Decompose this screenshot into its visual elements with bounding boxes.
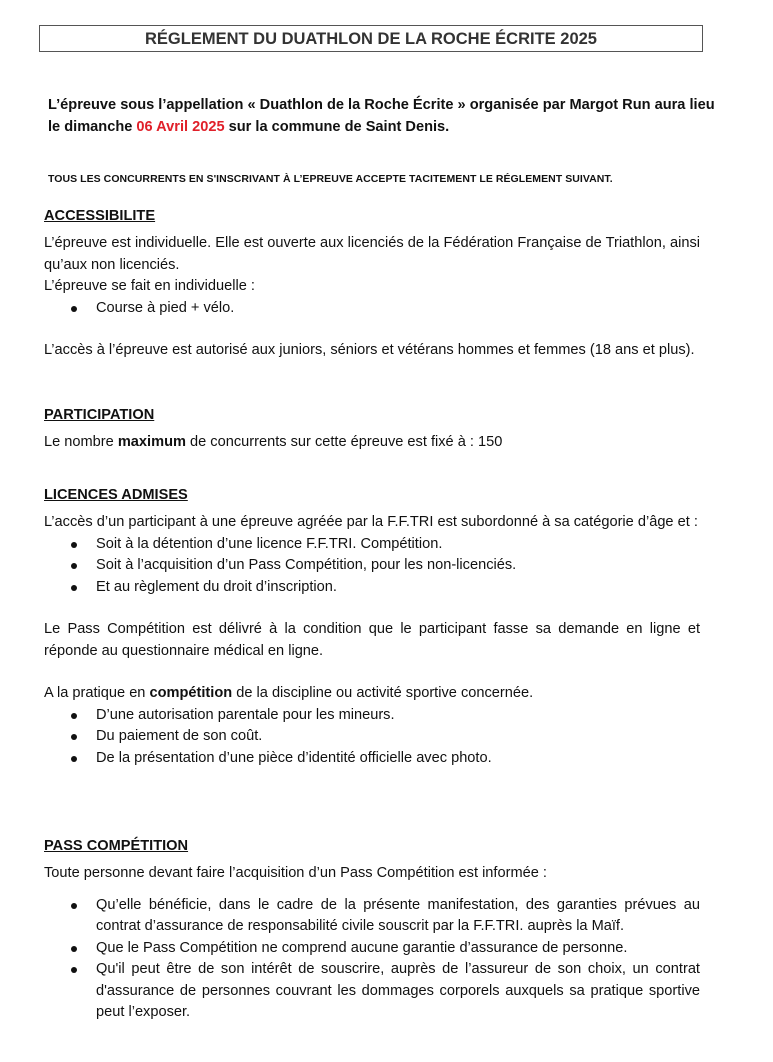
list-item: De la présentation d’une pièce d’identité officielle avec photo. bbox=[44, 748, 700, 770]
accessibilite-paragraph-3: L’accès à l’épreuve est autorisé aux juniors, séniors et vétérans hommes et femmes (18 ans et plus). bbox=[44, 342, 695, 358]
licences-paragraph-3 bbox=[44, 683, 700, 705]
licences-paragraph-2: Le Pass Compétition est délivré à la condition que le participant fasse sa demande en ligne et réponde au questionnaire médical en ligne. bbox=[44, 621, 700, 659]
participation-bold: maximum bbox=[117, 434, 186, 450]
section-accessibilite bbox=[44, 206, 700, 362]
heading-pass-competition: PASS COMPÉTITION bbox=[44, 838, 189, 854]
accessibilite-paragraph-1: L’épreuve est individuelle. Elle est ouverte aux licenciés de la Fédération Française de Triathlon, ainsi qu’aux non licenciés. bbox=[44, 235, 700, 273]
accessibilite-list bbox=[44, 298, 700, 320]
acceptance-notice: TOUS LES CONCURRENTS EN S'INSCRIVANT À L’EPREUVE ACCEPTE TACITEMENT LE RÉGLEMENT SUIVANT. bbox=[48, 173, 613, 185]
document-title: RÉGLEMENT DU DUATHLON DE LA ROCHE ÉCRITE 2025 bbox=[39, 25, 703, 52]
intro-text-1: L’épreuve sous l’appellation « Duathlon de la Roche Écrite » organisée par Margot Run aura lieu le dimanche bbox=[48, 97, 715, 135]
participation-paragraph bbox=[44, 432, 700, 454]
licences-p3-text-2: de la discipline ou activité sportive concernée. bbox=[232, 685, 534, 701]
list-item: Soit à la détention d’une licence F.F.TRI. Compétition. bbox=[44, 534, 700, 556]
list-item: Et au règlement du droit d’inscription. bbox=[44, 577, 700, 599]
event-date: 06 Avril 2025 bbox=[136, 119, 225, 135]
accessibilite-paragraph-2: L’épreuve se fait en individuelle : bbox=[44, 278, 255, 294]
heading-licences: LICENCES ADMISES bbox=[44, 487, 188, 503]
list-item: Que le Pass Compétition ne comprend aucune garantie d’assurance de personne. bbox=[44, 938, 700, 960]
licences-p3-bold: compétition bbox=[149, 685, 233, 701]
heading-participation: PARTICIPATION bbox=[44, 407, 155, 423]
section-participation bbox=[44, 405, 700, 454]
intro-paragraph bbox=[48, 94, 728, 138]
pass-list bbox=[44, 895, 700, 1024]
list-item: Soit à l’acquisition d’un Pass Compétition, pour les non-licenciés. bbox=[44, 555, 700, 577]
licences-list bbox=[44, 534, 700, 599]
list-item: D’une autorisation parentale pour les mineurs. bbox=[44, 705, 700, 727]
participation-text-1: Le nombre bbox=[44, 434, 118, 450]
participation-text-2: de concurrents sur cette épreuve est fixé à : 150 bbox=[185, 434, 503, 450]
list-item: Qu’elle bénéficie, dans le cadre de la présente manifestation, des garanties prévues au contrat d’assurance de responsabilité civile souscrit par la F.F.TRI. auprès la Maïf. bbox=[44, 895, 700, 938]
intro-text-2: sur la commune de Saint Denis. bbox=[224, 119, 450, 135]
licences-paragraph-1: L’accès d’un participant à une épreuve agréée par la F.F.TRI est subordonné à sa catégorie d’âge et : bbox=[44, 514, 698, 530]
pass-paragraph-1: Toute personne devant faire l’acquisition d’un Pass Compétition est informée : bbox=[44, 865, 547, 881]
licences-p3-text-1: A la pratique en bbox=[44, 685, 150, 701]
licences-list-2 bbox=[44, 705, 700, 770]
section-pass-competition bbox=[44, 836, 700, 1024]
list-item: Du paiement de son coût. bbox=[44, 726, 700, 748]
list-item: Course à pied + vélo. bbox=[44, 298, 700, 320]
list-item: Qu'il peut être de son intérêt de souscrire, auprès de l’assureur de son choix, un contrat d'assurance de personnes couvrant les dommages corporels auxquels sa pratique sportive peut l’exposer. bbox=[44, 959, 700, 1024]
section-licences bbox=[44, 485, 700, 769]
heading-accessibilite: ACCESSIBILITE bbox=[44, 208, 156, 224]
